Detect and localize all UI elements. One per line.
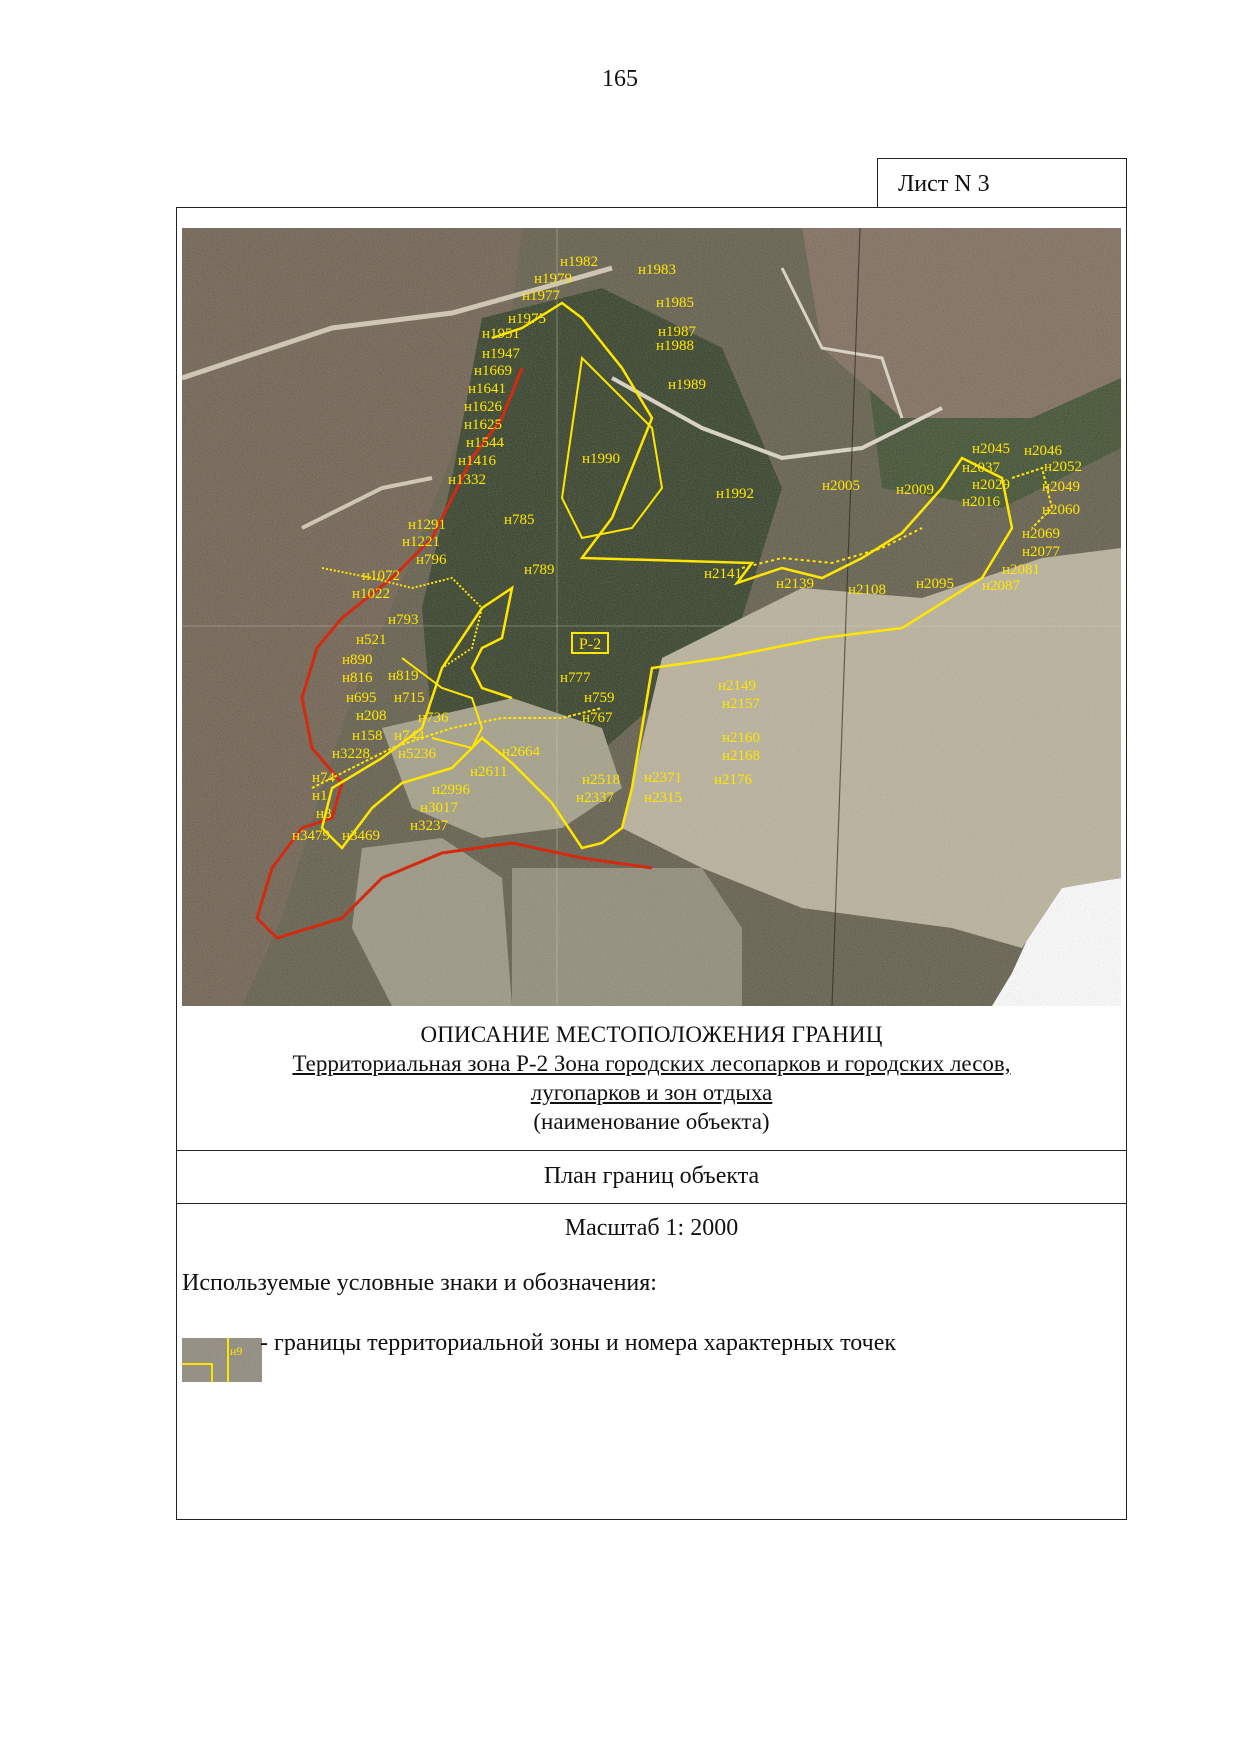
- point-label: н695: [346, 690, 377, 706]
- point-label: н890: [342, 652, 373, 668]
- point-label: н1982: [560, 254, 599, 270]
- zone-name-line-2: лугопарков и зон отдыха: [530, 1080, 773, 1105]
- divider: [176, 1203, 1127, 1204]
- zone-name-line-1: Территориальная зона Р-2 Зона городских лесопарков и городских лесов,: [292, 1051, 1011, 1076]
- point-label: н2141: [704, 566, 743, 582]
- point-label: н793: [388, 612, 419, 628]
- point-label: н759: [584, 690, 615, 706]
- point-label: н789: [524, 562, 555, 578]
- document-heading: ОПИСАНИЕ МЕСТОПОЛОЖЕНИЯ ГРАНИЦ: [420, 1022, 883, 1047]
- point-label: н2108: [848, 582, 887, 598]
- sheet-label: Лист N 3: [898, 171, 990, 197]
- svg-text:Р-2: Р-2: [578, 636, 602, 653]
- point-label: н1072: [362, 568, 401, 584]
- point-label: н2009: [896, 482, 935, 498]
- point-label: н1291: [408, 517, 447, 533]
- point-label: н1626: [464, 399, 503, 415]
- point-label: н1669: [474, 363, 513, 379]
- point-label: н3237: [410, 818, 449, 834]
- point-label: н3469: [342, 828, 381, 844]
- point-label: н2160: [722, 730, 761, 746]
- point-label: н2371: [644, 770, 683, 786]
- point-label: н1416: [458, 453, 497, 469]
- scale-label: Масштаб 1: 2000: [564, 1215, 739, 1241]
- point-label: н2176: [714, 772, 753, 788]
- point-label: н2139: [776, 576, 815, 592]
- point-label: н1987: [658, 324, 697, 340]
- point-label: н1992: [716, 486, 755, 502]
- point-label: н3479: [292, 828, 331, 844]
- sheet-number-box: [877, 158, 1127, 208]
- point-label: н2077: [1022, 544, 1061, 560]
- point-label: н1977: [522, 288, 561, 304]
- point-label: н1990: [582, 451, 621, 467]
- point-label: н208: [356, 708, 387, 724]
- point-label: н744: [394, 728, 425, 744]
- point-label: н2518: [582, 772, 621, 788]
- point-label: н2081: [1002, 562, 1041, 578]
- boundary-map: [182, 228, 1121, 1006]
- point-label: н2315: [644, 790, 683, 806]
- point-label: н158: [352, 728, 383, 744]
- point-label: н1947: [482, 346, 521, 362]
- point-label: н2049: [1042, 479, 1081, 495]
- svg-text:н9: н9: [230, 1344, 243, 1358]
- point-label: н715: [394, 690, 425, 706]
- point-label: н2045: [972, 441, 1011, 457]
- legend-text: - границы территориальной зоны и номера характерных точек: [260, 1330, 897, 1356]
- point-label: н819: [388, 668, 419, 684]
- point-label: н1951: [482, 326, 521, 342]
- point-label: н1985: [656, 295, 695, 311]
- point-label: н2060: [1042, 502, 1081, 518]
- point-label: н2611: [470, 764, 508, 780]
- title-block: [176, 1020, 1127, 1136]
- point-label: н1544: [466, 435, 505, 451]
- point-label: н1988: [656, 338, 695, 354]
- point-label: н2996: [432, 782, 471, 798]
- point-label: н1975: [508, 311, 547, 327]
- point-label: н5236: [398, 746, 437, 762]
- point-label: н3017: [420, 800, 459, 816]
- point-label: н2157: [722, 696, 761, 712]
- point-label: н2005: [822, 478, 861, 494]
- point-label: н2046: [1024, 443, 1063, 459]
- point-label: н2037: [962, 460, 1001, 476]
- point-label: н2016: [962, 494, 1001, 510]
- point-label: н3228: [332, 746, 371, 762]
- point-label: н1332: [448, 472, 487, 488]
- point-label: н1979: [534, 271, 573, 287]
- point-label: н1221: [402, 534, 441, 550]
- point-label: н1641: [468, 381, 507, 397]
- point-label: н1022: [352, 586, 391, 602]
- point-label: н1989: [668, 377, 707, 393]
- point-label: н2149: [718, 678, 757, 694]
- object-caption: (наименование объекта): [533, 1109, 770, 1134]
- point-label: н796: [416, 552, 447, 568]
- point-label: н521: [356, 632, 387, 648]
- point-label: н1625: [464, 417, 503, 433]
- point-label: н2168: [722, 748, 761, 764]
- page-number: 165: [602, 66, 638, 92]
- point-label: н8: [316, 806, 332, 822]
- point-label: н2337: [576, 790, 615, 806]
- point-label: н736: [418, 710, 449, 726]
- point-label: н2052: [1044, 459, 1083, 475]
- point-label: н1983: [638, 262, 677, 278]
- point-label: н767: [582, 710, 613, 726]
- divider: [176, 1150, 1127, 1151]
- point-label: н2095: [916, 576, 955, 592]
- point-label: н816: [342, 670, 373, 686]
- legend-heading: Используемые условные знаки и обозначения:: [182, 1270, 657, 1296]
- point-label: н2029: [972, 477, 1011, 493]
- point-label: н2087: [982, 578, 1021, 594]
- point-label: н1: [312, 788, 328, 804]
- point-label: н2069: [1022, 526, 1061, 542]
- point-label: н777: [560, 670, 591, 686]
- map-svg: [182, 228, 1121, 1006]
- point-label: н74: [312, 770, 336, 786]
- point-label: н2664: [502, 744, 541, 760]
- plan-label: План границ объекта: [543, 1163, 760, 1189]
- point-label: н785: [504, 512, 535, 528]
- boundary-swatch: [182, 1338, 262, 1382]
